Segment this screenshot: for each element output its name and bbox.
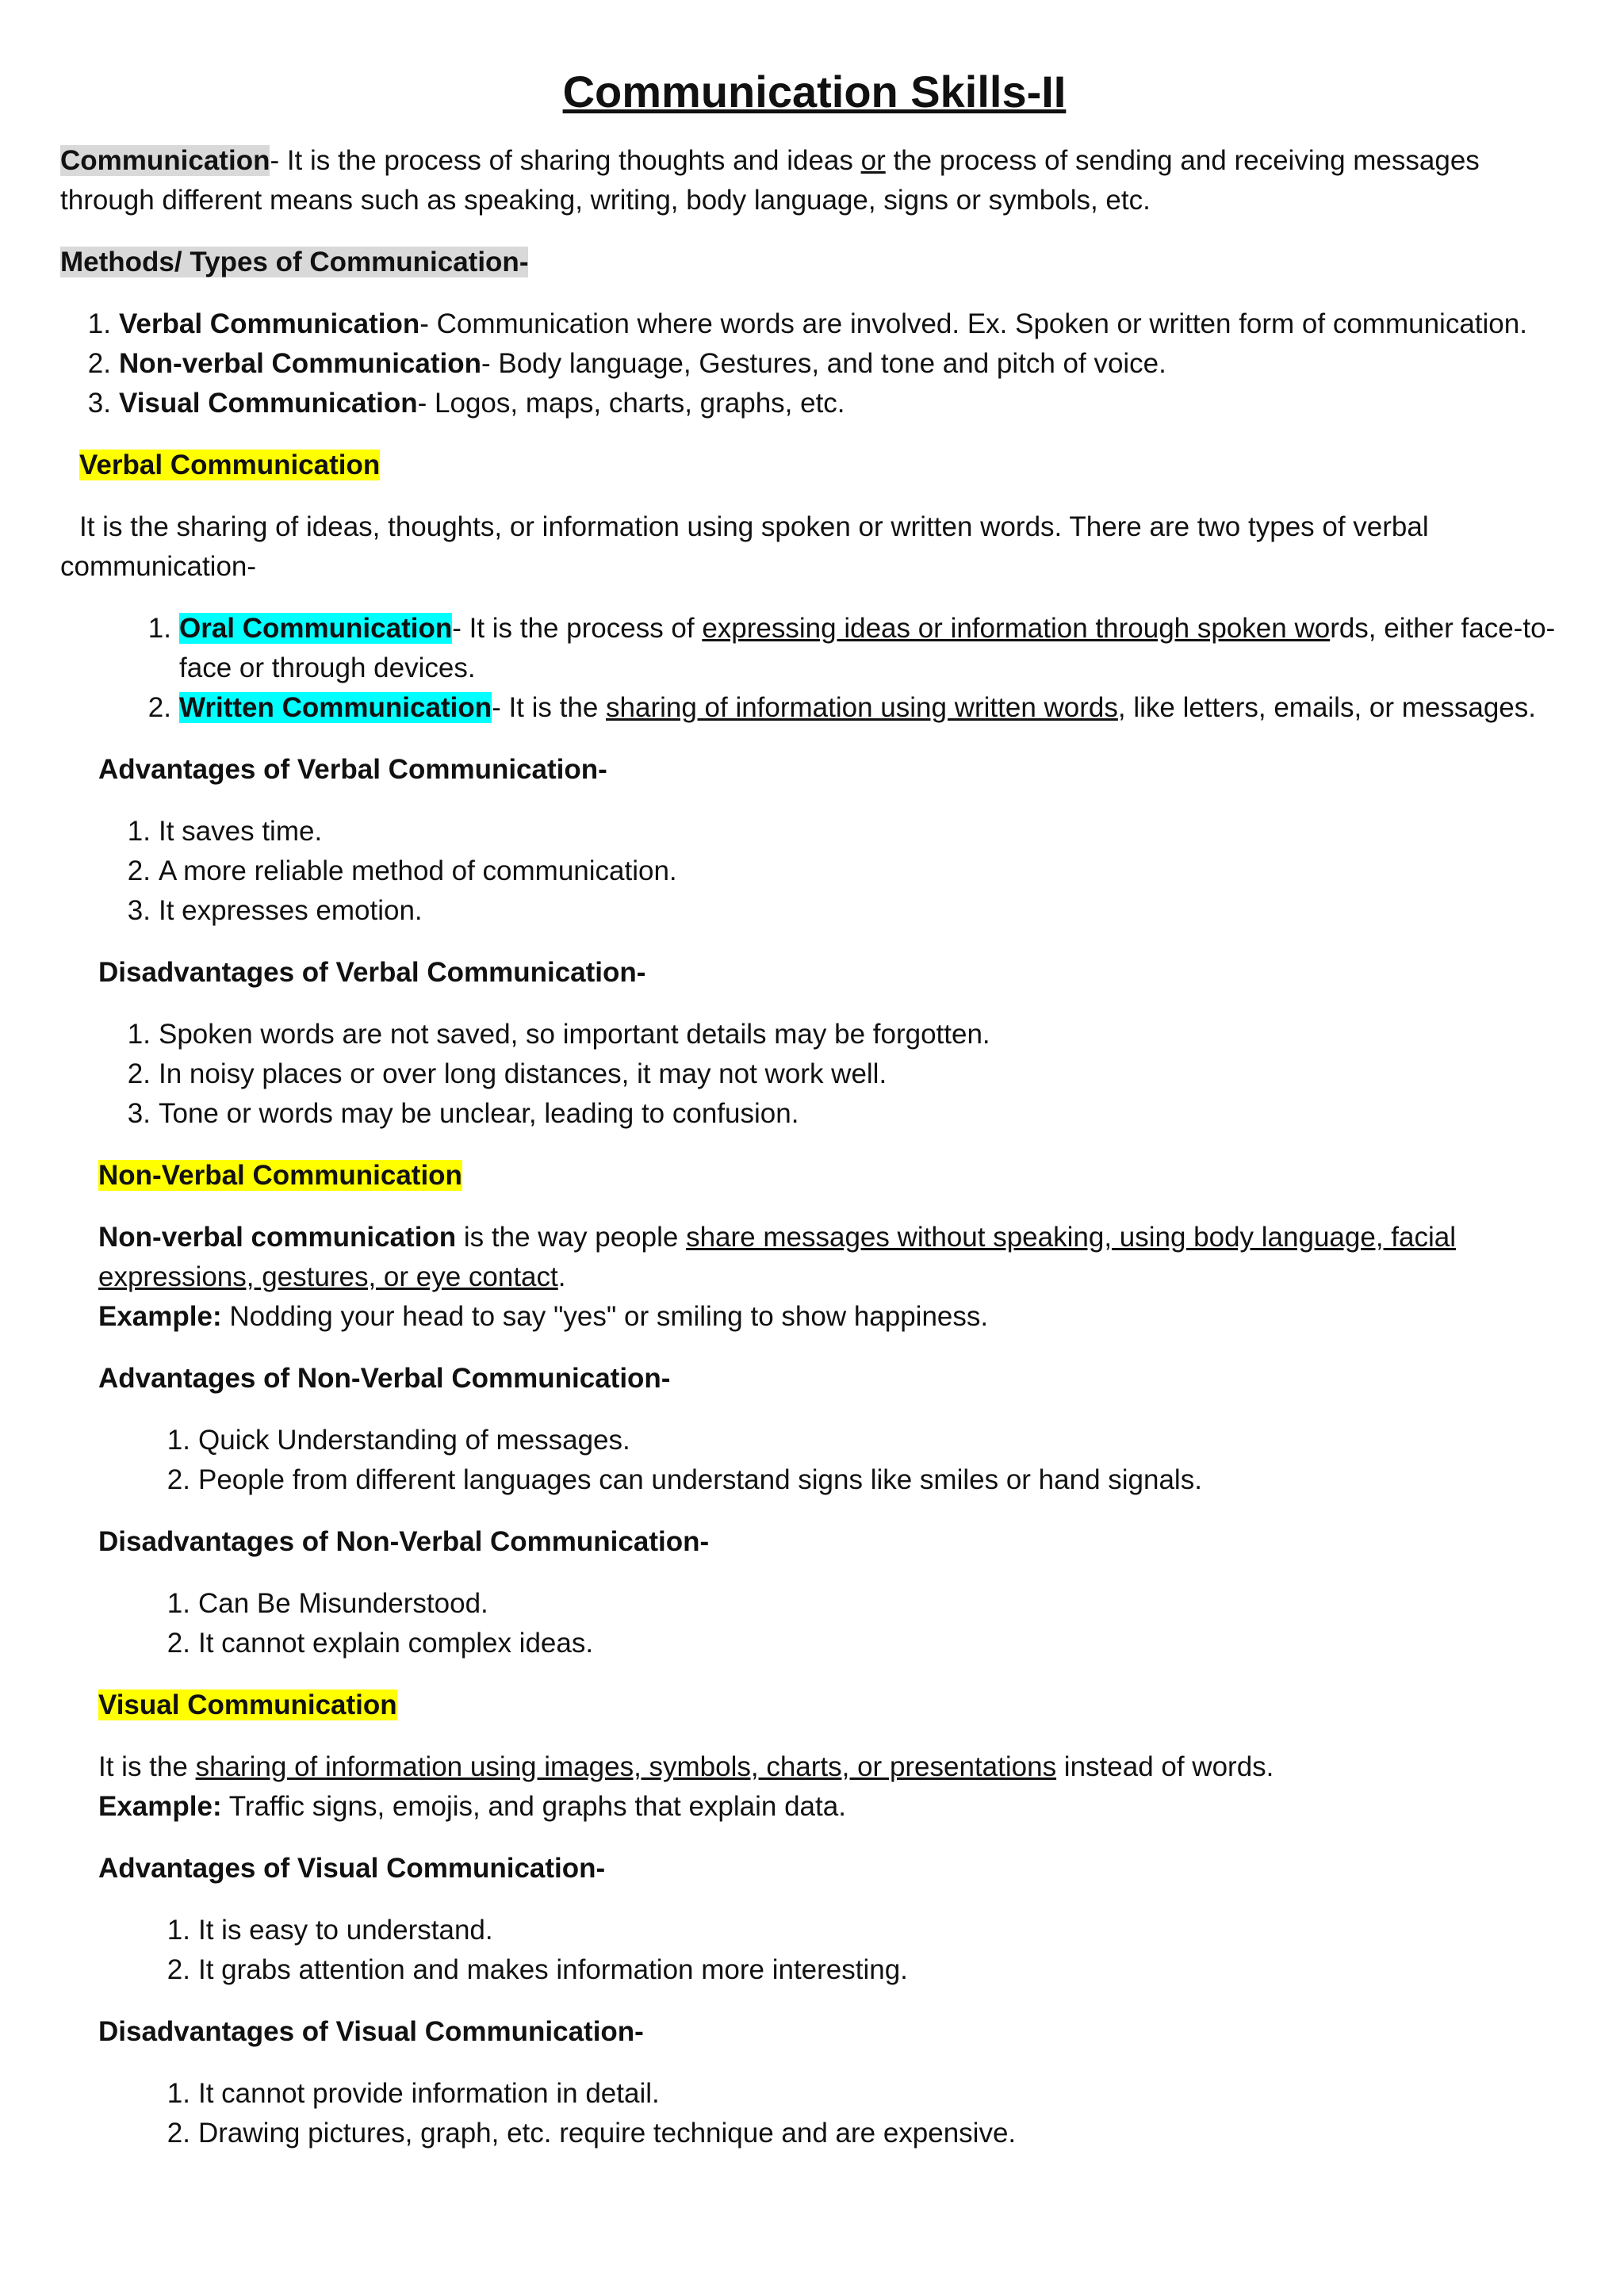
list-text: In noisy places or over long distances, it may not work well. (159, 1058, 887, 1089)
list-text: Can Be Misunderstood. (198, 1588, 488, 1619)
list-text: It is easy to understand. (198, 1915, 493, 1946)
list-item (127, 1015, 1568, 1054)
list-text: Quick Understanding of messages. (198, 1425, 630, 1456)
list-text: It saves time. (159, 816, 323, 847)
list-item (127, 1094, 1568, 1134)
list-item (167, 1624, 1568, 1663)
list-item (87, 384, 1568, 423)
nonverbal-heading: Non-Verbal Communication (98, 1160, 462, 1191)
list-number: 2. (87, 348, 111, 379)
list-number: 1. (147, 613, 171, 644)
intro-term: Communication (60, 145, 270, 176)
list-text: Tone or words may be unclear, leading to confusion. (159, 1098, 799, 1129)
list-text: - Logos, maps, charts, graphs, etc. (417, 388, 845, 419)
nonverbal-advantages-heading: Advantages of Non-Verbal Communication- (98, 1363, 671, 1394)
intro-text-b: the process of sending and receiving messages through different means such as speaking, writing, body language, signs or symbols, etc. (60, 145, 1480, 216)
visual-definition (98, 1747, 1568, 1787)
visual-advantages-list (167, 1911, 1568, 1990)
nonverbal-example-text: Nodding your head to say "yes" or smiling to show happiness. (221, 1301, 989, 1332)
list-number: 1. (167, 2078, 190, 2109)
list-text: It grabs attention and makes information more interesting. (198, 1954, 908, 1985)
list-number: 3. (127, 895, 151, 926)
visual-description (98, 1747, 1568, 1827)
list-text: A more reliable method of communication. (159, 855, 677, 886)
list-term: Oral Communication (179, 613, 453, 644)
verbal-disadvantages-heading: Disadvantages of Verbal Communication- (98, 957, 646, 988)
verbal-advantages-list (127, 812, 1568, 931)
list-number: 1. (167, 1588, 190, 1619)
list-number: 1. (167, 1425, 190, 1456)
list-item (87, 304, 1568, 344)
nonverbal-advantages-list (167, 1421, 1568, 1500)
nonverbal-underlined: share messages without speaking, using body language, facial expressions, gestures, or eye contact (98, 1222, 1456, 1292)
list-item (127, 1054, 1568, 1094)
list-text: Spoken words are not saved, so important details may be forgotten. (159, 1019, 990, 1050)
list-number: 1. (127, 1019, 151, 1050)
nonverbal-text-b: . (557, 1261, 566, 1292)
list-underlined: expressing ideas or information through spoken wo (702, 613, 1331, 644)
list-text: It expresses emotion. (159, 895, 423, 926)
list-item (167, 1950, 1568, 1990)
visual-heading: Visual Communication (98, 1689, 397, 1720)
nonverbal-example-label: Example: (98, 1301, 222, 1332)
list-number: 2. (127, 1058, 151, 1089)
list-number: 2. (167, 1954, 190, 1985)
nonverbal-term: Non-verbal communication (98, 1222, 457, 1253)
verbal-types-list (147, 609, 1568, 728)
page-title: Communication Skills-II (562, 67, 1067, 117)
intro-paragraph (60, 141, 1568, 220)
list-text: Drawing pictures, graph, etc. require technique and are expensive. (198, 2118, 1017, 2149)
list-number: 3. (127, 1098, 151, 1129)
list-text: It cannot explain complex ideas. (198, 1628, 594, 1659)
list-text: - Body language, Gestures, and tone and pitch of voice. (481, 348, 1166, 379)
nonverbal-heading-block (98, 1156, 1568, 1196)
nonverbal-example (98, 1297, 1568, 1337)
visual-example-label: Example: (98, 1791, 222, 1822)
list-item (167, 2074, 1568, 2114)
list-term: Verbal Communication (119, 308, 420, 339)
list-item (167, 1460, 1568, 1500)
list-item (167, 2114, 1568, 2153)
methods-list (87, 304, 1568, 423)
visual-example (98, 1787, 1568, 1827)
list-number: 2. (167, 1628, 190, 1659)
list-term: Written Communication (179, 692, 492, 723)
visual-text-a: It is the (98, 1751, 196, 1782)
visual-disadvantages-heading: Disadvantages of Visual Communication- (98, 2016, 644, 2047)
list-item (167, 1421, 1568, 1460)
verbal-description: It is the sharing of ideas, thoughts, or information using spoken or written words. There are two types of verbal communication- (60, 511, 1429, 582)
visual-example-text: Traffic signs, emojis, and graphs that explain data. (221, 1791, 846, 1822)
list-term: Visual Communication (119, 388, 418, 419)
list-item (127, 812, 1568, 851)
list-number: 2. (167, 2118, 190, 2149)
verbal-advantages-heading: Advantages of Verbal Communication- (98, 754, 607, 785)
list-text: - Communication where words are involved. Ex. Spoken or written form of communication. (419, 308, 1527, 339)
nonverbal-text-a: is the way people (456, 1222, 687, 1253)
methods-heading: Methods/ Types of Communication- (60, 247, 529, 277)
list-item (167, 1911, 1568, 1950)
visual-underlined: sharing of information using images, symbols, charts, or presentations (195, 1751, 1057, 1782)
methods-heading-block (60, 243, 1568, 282)
list-item (127, 851, 1568, 891)
nonverbal-description (98, 1218, 1568, 1337)
list-text: People from different languages can understand signs like smiles or hand signals. (198, 1464, 1202, 1495)
verbal-heading-block (79, 446, 1568, 485)
list-number: 1. (87, 308, 111, 339)
intro-text-a: - It is the process of sharing thoughts and ideas (270, 145, 861, 176)
list-number: 2. (127, 855, 151, 886)
list-number: 2. (147, 692, 171, 723)
list-text-b: , like letters, emails, or messages. (1117, 692, 1536, 723)
list-item (147, 688, 1568, 728)
list-text-a: - It is the (492, 692, 607, 723)
nonverbal-disadvantages-list (167, 1584, 1568, 1663)
list-item (147, 609, 1568, 688)
nonverbal-disadvantages-heading: Disadvantages of Non-Verbal Communication- (98, 1526, 710, 1557)
list-item (127, 891, 1568, 931)
verbal-disadvantages-list (127, 1015, 1568, 1134)
list-text: It cannot provide information in detail. (198, 2078, 660, 2109)
intro-or-word: or (860, 145, 886, 176)
list-term: Non-verbal Communication (119, 348, 481, 379)
list-text-a: - It is the process of (452, 613, 703, 644)
visual-heading-block (98, 1686, 1568, 1725)
list-text-b: rds, either face-to-face or through devices. (179, 613, 1556, 683)
nonverbal-definition (98, 1218, 1568, 1297)
list-item (87, 344, 1568, 384)
list-item (167, 1584, 1568, 1624)
visual-text-b: instead of words. (1056, 1751, 1274, 1782)
list-number: 2. (167, 1464, 190, 1495)
list-number: 1. (167, 1915, 190, 1946)
verbal-heading: Verbal Communication (79, 450, 381, 480)
visual-disadvantages-list (167, 2074, 1568, 2153)
list-number: 1. (127, 816, 151, 847)
visual-advantages-heading: Advantages of Visual Communication- (98, 1853, 606, 1884)
list-underlined: sharing of information using written words (606, 692, 1118, 723)
list-number: 3. (87, 388, 111, 419)
